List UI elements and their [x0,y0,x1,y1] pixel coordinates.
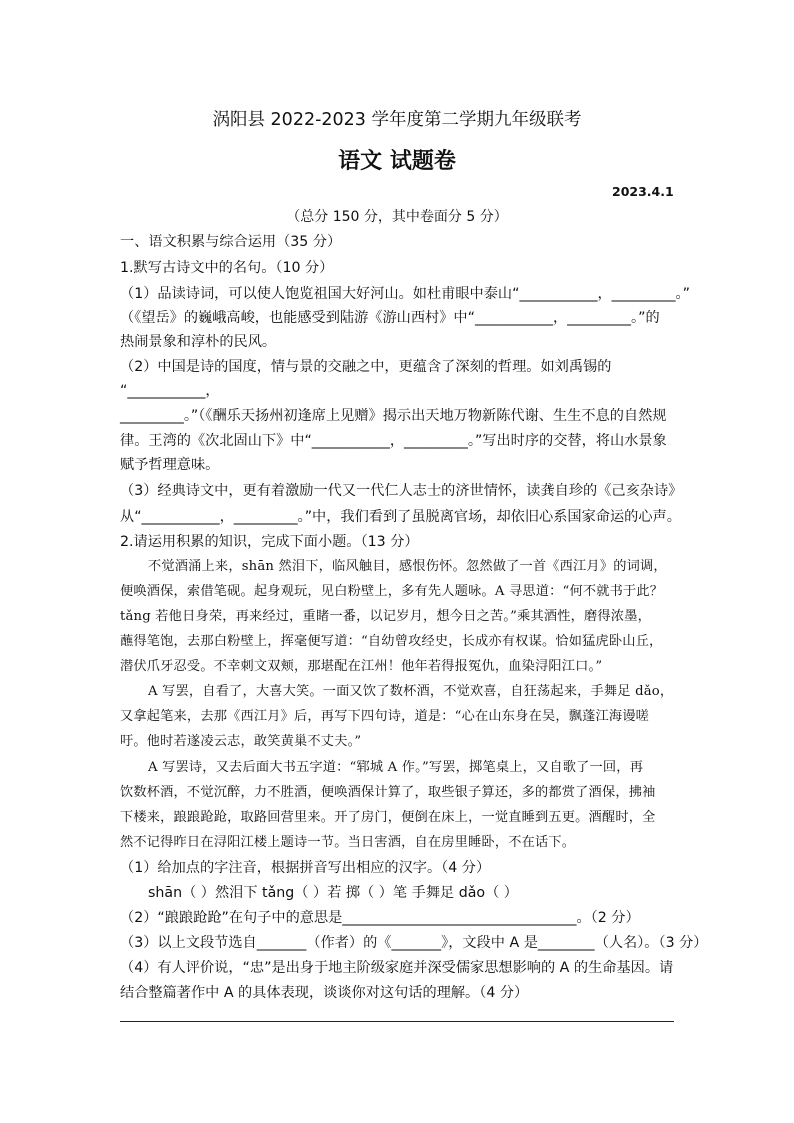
passage-line: 又拿起笔来，去那《西江月》后，再写下四句诗，道是：“心在山东身在吴，飘蓬江海谩嗟 [120,709,650,724]
exam-title: 涡阳县 2022-2023 学年度第二学期九年级联考 [212,110,582,130]
passage-line: 然不记得昨日在浔阳江楼上题诗一节。当日害酒，自在房里睡卧，不在话下。 [120,835,576,850]
q1-line: 律。王湾的《次北固山下》中“___________，_________。”写出时序的交替，将山水景象 [120,433,667,449]
question-2-title: 2.请运用积累的知识，完成下面小题。（13 分） [120,534,419,550]
q1-line: 从“___________，_________。”中，我们看到了虽脱离官场，却依旧心系国家命运的心声。 [120,509,681,525]
passage-line: 饮数杯酒，不觉沉醉，力不胜酒，便唤酒保计算了，取些银子算还，多的都赏了酒保，拂袖 [120,785,656,800]
sub-question: 结合整篇著作中 A 的具体表现，谈谈你对这句话的理解。（4 分） [120,985,529,1001]
question-1-title: 1.默写古诗文中的名句。（10 分） [120,260,334,276]
q1-line: 热闹景象和淳朴的民风。 [120,334,277,350]
q1-line: （1）品读诗词，可以使人饱览祖国大好河山。如杜甫眼中泰山“___________，_________。” [120,286,690,302]
answer-line [120,1021,674,1022]
q1-line: （3）经典诗文中，更有着激励一代又一代仁人志士的济世情怀，读龚自珍的《己亥杂诗》 [120,483,683,499]
passage-line: 不觉酒涌上来，shān 然泪下，临风触目，感恨伤怀。忽然做了一首《西江月》的词调， [148,559,667,574]
sub-question: （2）“踉踉跄跄”在句子中的意思是_________________________________。（2 分） [120,910,640,926]
passage-line: 下楼来，踉踉跄跄，取路回营里来。开了房门，便倒在床上，一觉直睡到五更。酒醒时，全 [120,810,656,825]
q1-line: （《望岳》的巍峨高峻，也能感受到陆游《游山西村》中“___________，_________。”的 [120,310,660,326]
passage-line: 蘸得笔饱，去那白粉壁上，挥毫便写道：“自幼曾攻经史，长成亦有权谋。恰如猛虎卧山丘， [120,634,663,649]
section-heading: 一、语文积累与综合运用（35 分） [120,234,342,250]
passage-line: 吁。他时若遂凌云志，敢笑黄巢不丈夫。” [120,734,362,749]
score-note: （总分 150 分，其中卷面分 5 分） [286,209,508,225]
passage-line: 潜伏爪牙忍受。不幸刺文双颊，那堪配在江州！他年若得报冤仇，血染浔阳江口。” [120,659,603,674]
sub-question-blanks: shān（ ）然泪下 tǎng（ ）若 掷（ ）笔 手舞足 dǎo（ ） [148,885,518,901]
sub-question: （1）给加点的字注音，根据拼音写出相应的汉字。（4 分） [120,860,491,876]
sub-question: （4）有人评价说，“忠”是出身于地主阶级家庭并深受儒家思想影响的 A 的生命基因。请 [120,960,674,976]
exam-subtitle: 语文 试题卷 [338,149,456,174]
q1-line: （2）中国是诗的国度，情与景的交融之中，更蕴含了深刻的哲理。如刘禹锡的 [120,359,612,375]
q1-line: 赋予哲理意味。 [120,457,220,473]
exam-date: 2023.4.1 [612,184,674,199]
passage-line: A 写罢诗，又去后面大书五字道：“郓城 A 作。”写罢，掷笔桌上，又自歌了一回，再 [148,760,644,775]
passage-line: 便唤酒保，索借笔砚。起身观玩，见白粉壁上，多有先人题咏。A 寻思道：“何不就书于此？ [120,584,664,599]
sub-question: （3）以上文段节选自_______（作者）的《_______》，文段中 A 是________（人名）。（3 分） [120,935,708,951]
q1-line: “___________， [120,383,220,399]
passage-line: A 写罢，自看了，大喜大笑。一面又饮了数杯酒，不觉欢喜，自狂荡起来，手舞足 dǎo， [148,684,674,699]
q1-line: _________。”（《酬乐天扬州初逢席上见赠》揭示出天地万物新陈代谢、生生不息的自然规 [120,408,667,424]
passage-line: tǎng 若他日身荣，再来经过，重睹一番，以记岁月，想今日之苦。”乘其酒性，磨得浓墨， [120,609,651,624]
